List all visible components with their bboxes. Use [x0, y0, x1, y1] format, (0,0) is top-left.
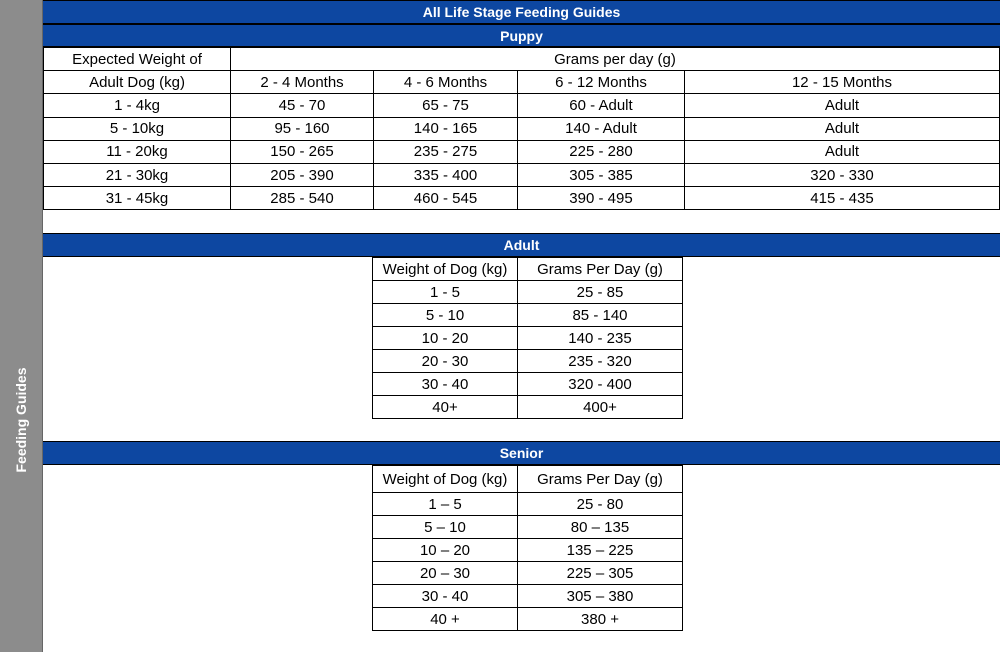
table-cell: 140 - Adult — [518, 117, 685, 140]
sidebar — [0, 0, 43, 652]
table-cell: 31 - 45kg — [44, 187, 231, 210]
table-cell: 40 + — [373, 608, 518, 631]
table-cell: 225 – 305 — [518, 562, 683, 585]
table-cell: 45 - 70 — [231, 94, 374, 117]
table-cell: 5 - 10kg — [44, 117, 231, 140]
table-cell: 400+ — [518, 396, 683, 419]
table-row — [373, 396, 683, 419]
table-cell: 460 - 545 — [374, 187, 518, 210]
table-cell: Adult — [685, 94, 1000, 117]
table-cell: 10 – 20 — [373, 539, 518, 562]
table-row — [373, 516, 683, 539]
table-cell: 1 - 5 — [373, 281, 518, 304]
table-cell: 85 - 140 — [518, 304, 683, 327]
column-header: 6 - 12 Months — [518, 71, 685, 94]
weight-header-line1: Expected Weight of — [44, 48, 231, 71]
table-cell: 415 - 435 — [685, 187, 1000, 210]
table-row — [44, 163, 1000, 186]
table-cell: 25 - 80 — [518, 493, 683, 516]
table-cell: 80 – 135 — [518, 516, 683, 539]
table-cell: 285 - 540 — [231, 187, 374, 210]
table-cell: 1 – 5 — [373, 493, 518, 516]
table-cell: 140 - 165 — [374, 117, 518, 140]
table-row — [373, 327, 683, 350]
table-row — [373, 304, 683, 327]
table-cell: 335 - 400 — [374, 163, 518, 186]
table-row — [373, 281, 683, 304]
table-cell: 10 - 20 — [373, 327, 518, 350]
table-cell: Adult — [685, 117, 1000, 140]
puppy-table — [43, 47, 1000, 210]
table-cell: 11 - 20kg — [44, 140, 231, 163]
table-cell: 380 + — [518, 608, 683, 631]
column-header: 4 - 6 Months — [374, 71, 518, 94]
table-cell: 40+ — [373, 396, 518, 419]
table-cell: 95 - 160 — [231, 117, 374, 140]
table-cell: 25 - 85 — [518, 281, 683, 304]
table-header-row — [44, 71, 1000, 94]
table-row — [44, 94, 1000, 117]
table-row — [373, 539, 683, 562]
table-cell: 5 – 10 — [373, 516, 518, 539]
table-header-row — [373, 258, 683, 281]
column-header: 12 - 15 Months — [685, 71, 1000, 94]
column-header: Weight of Dog (kg) — [373, 258, 518, 281]
table-cell: 1 - 4kg — [44, 94, 231, 117]
column-header: Grams Per Day (g) — [518, 258, 683, 281]
page-title: All Life Stage Feeding Guides — [43, 0, 1000, 24]
table-row — [373, 585, 683, 608]
adult-table — [372, 257, 683, 419]
table-row — [373, 562, 683, 585]
table-row — [373, 493, 683, 516]
table-cell: 320 - 330 — [685, 163, 1000, 186]
table-cell: 320 - 400 — [518, 373, 683, 396]
table-cell: 20 – 30 — [373, 562, 518, 585]
table-cell: 5 - 10 — [373, 304, 518, 327]
table-cell: 140 - 235 — [518, 327, 683, 350]
grams-header: Grams per day (g) — [231, 48, 1000, 71]
table-cell: 135 – 225 — [518, 539, 683, 562]
adult-heading: Adult — [43, 233, 1000, 257]
table-cell: 390 - 495 — [518, 187, 685, 210]
table-cell: 60 - Adult — [518, 94, 685, 117]
column-header: Weight of Dog (kg) — [373, 466, 518, 493]
table-cell: Adult — [685, 140, 1000, 163]
table-row — [44, 140, 1000, 163]
table-cell: 20 - 30 — [373, 350, 518, 373]
weight-header-line2: Adult Dog (kg) — [44, 71, 231, 94]
senior-table — [372, 465, 683, 631]
sidebar-label: Feeding Guides — [13, 367, 29, 473]
table-header-row — [373, 466, 683, 493]
table-row — [373, 373, 683, 396]
table-row — [44, 117, 1000, 140]
table-row — [44, 187, 1000, 210]
column-header: Grams Per Day (g) — [518, 466, 683, 493]
table-cell: 305 - 385 — [518, 163, 685, 186]
table-cell: 235 - 275 — [374, 140, 518, 163]
column-header: 2 - 4 Months — [231, 71, 374, 94]
table-cell: 30 - 40 — [373, 585, 518, 608]
table-cell: 30 - 40 — [373, 373, 518, 396]
senior-heading: Senior — [43, 441, 1000, 465]
table-row — [373, 608, 683, 631]
table-cell: 305 – 380 — [518, 585, 683, 608]
table-cell: 65 - 75 — [374, 94, 518, 117]
table-cell: 150 - 265 — [231, 140, 374, 163]
table-cell: 205 - 390 — [231, 163, 374, 186]
table-header-row — [44, 48, 1000, 71]
table-cell: 235 - 320 — [518, 350, 683, 373]
puppy-heading: Puppy — [43, 24, 1000, 47]
table-row — [373, 350, 683, 373]
table-cell: 225 - 280 — [518, 140, 685, 163]
table-cell: 21 - 30kg — [44, 163, 231, 186]
